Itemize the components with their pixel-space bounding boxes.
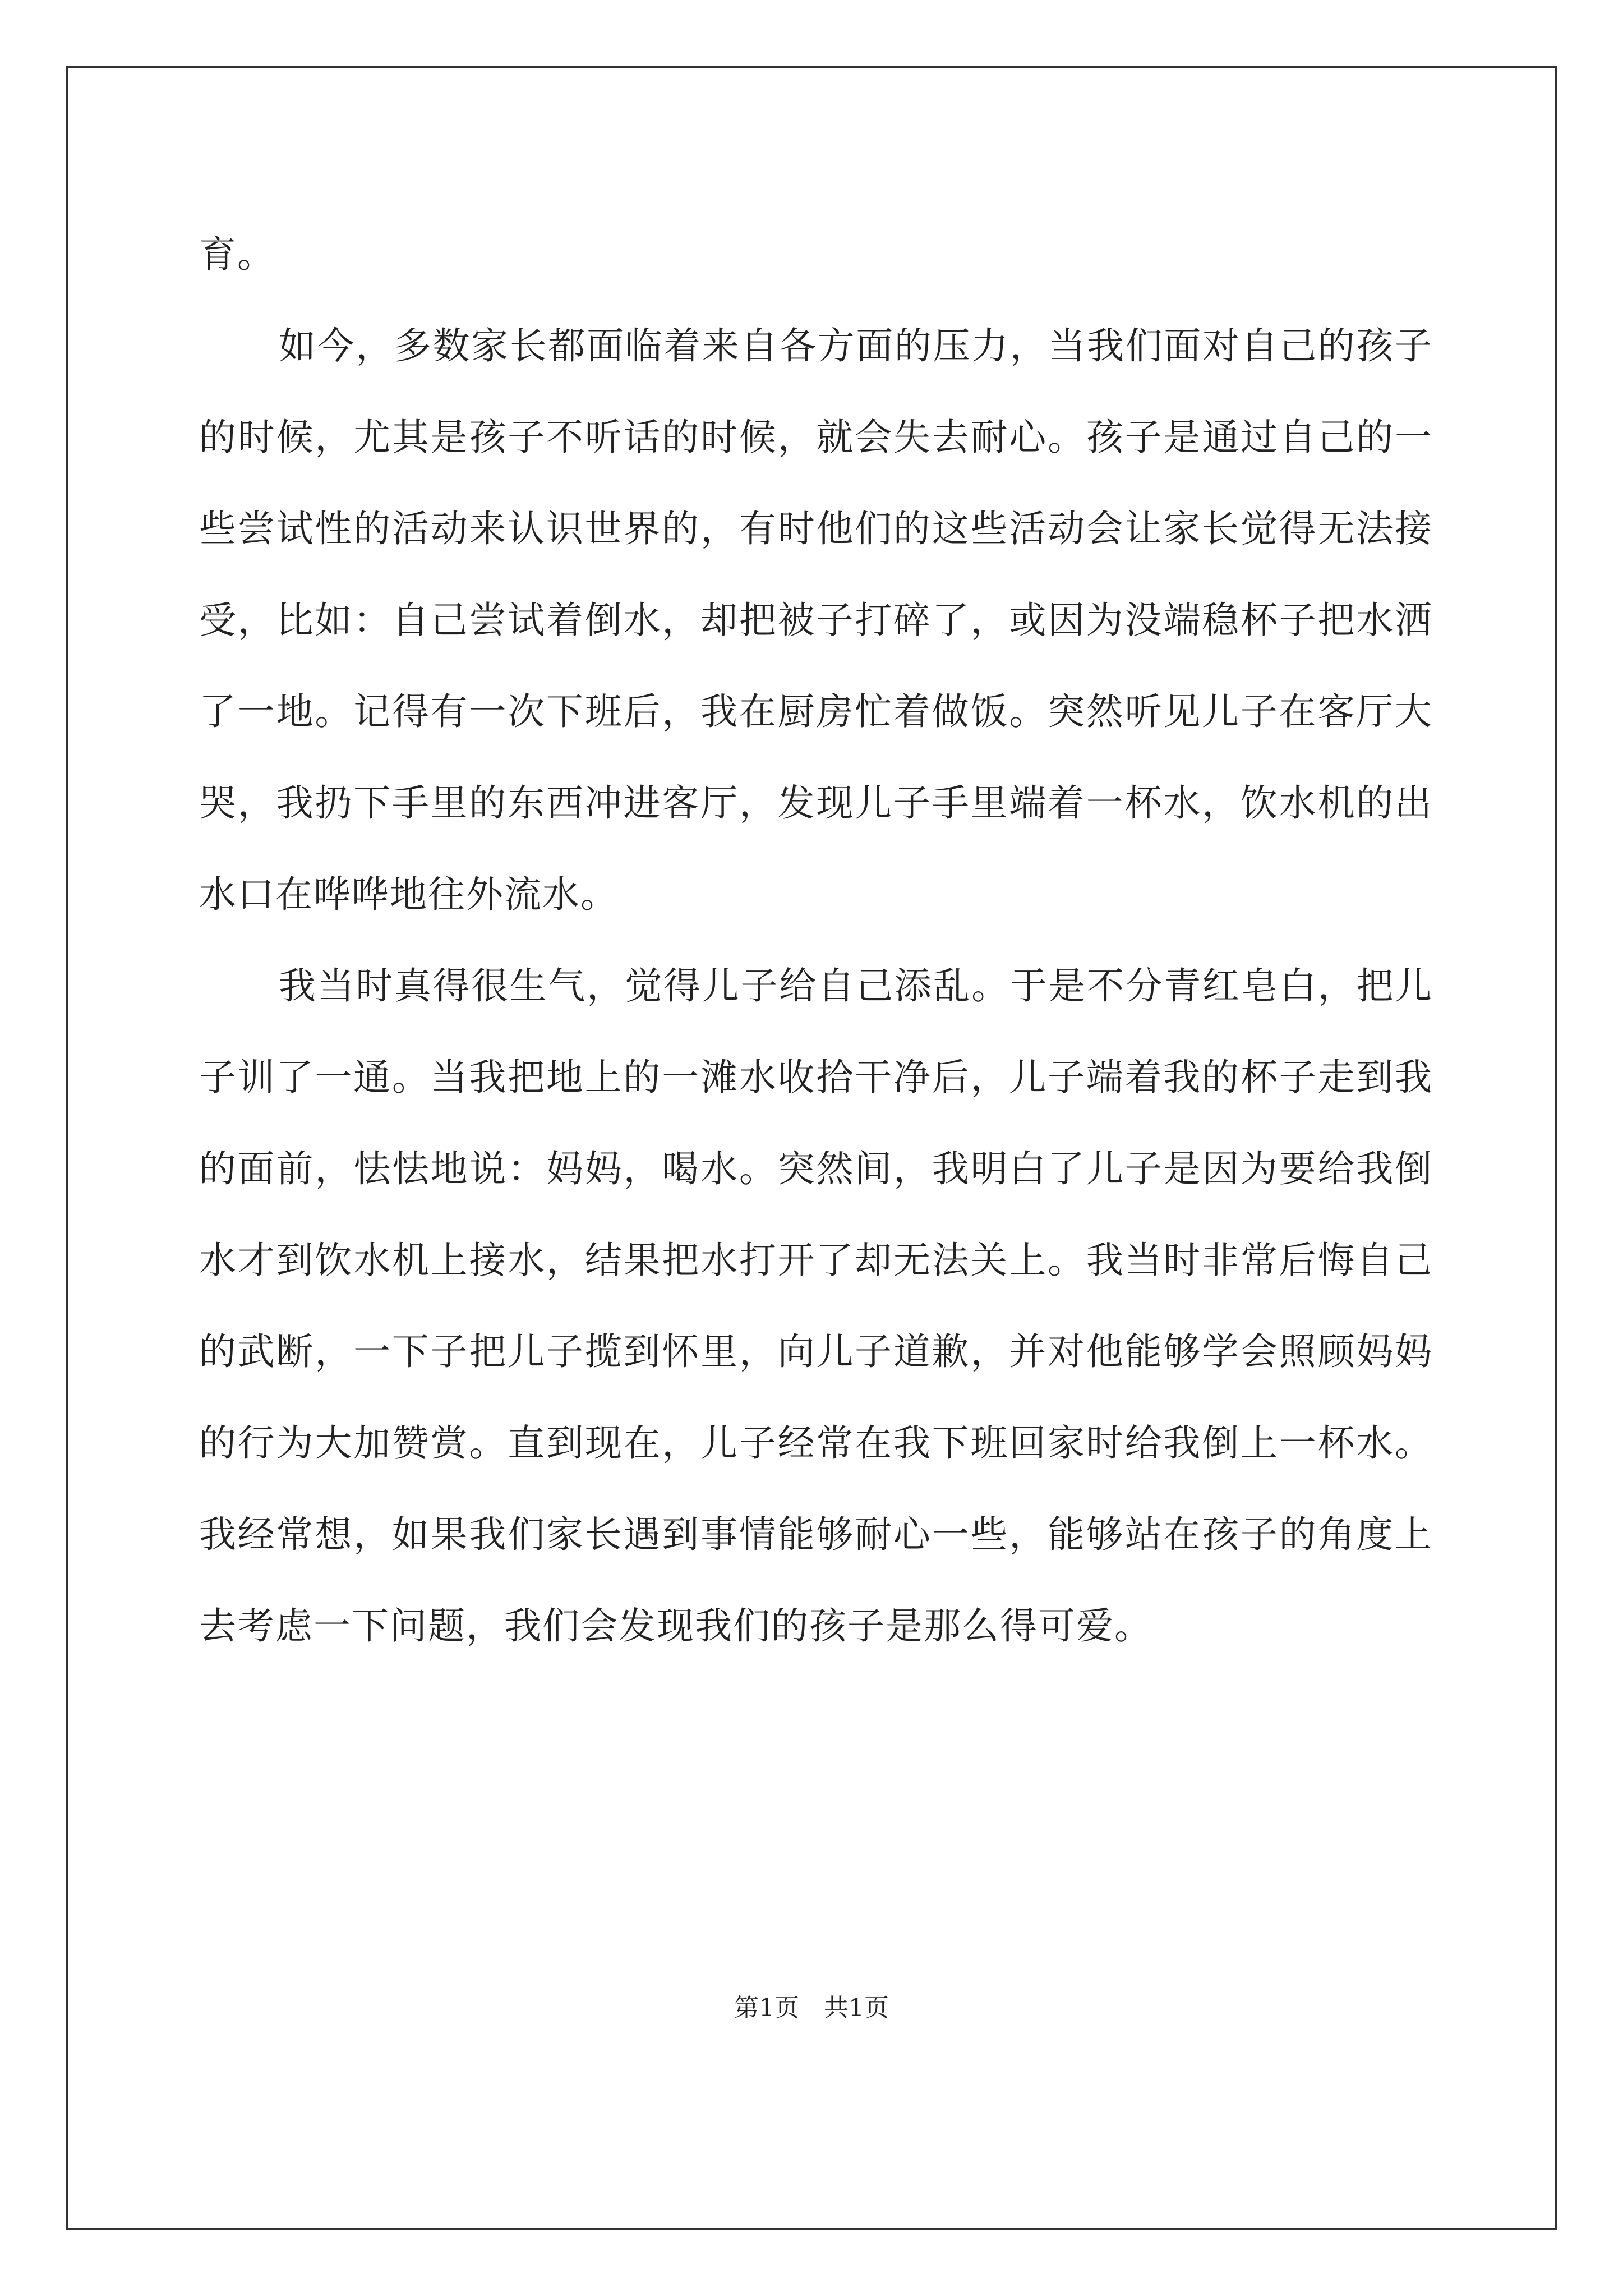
page-number-footer: 第1页 共1页 <box>734 1994 889 2022</box>
paragraph-3: 我当时真得很生气，觉得儿子给自己添乱。于是不分青红皂白，把儿子训了一通。当我把地上的一滩水收拾干净后，儿子端着我的杯子走到我的面前，怯怯地说：妈妈，喝水。突然间，我明白了儿子是因为要给我倒水才到饮水机上接水，结果把水打开了却无法关上。我当时非常后悔自己的武断，一下子把儿子揽到怀里，向儿子道歉，并对他能够学会照顾妈妈的行为大加赞赏。直到现在，儿子经常在我下班回家时给我倒上一杯水。我经常想，如果我们家长遇到事情能够耐心一些，能够站在孩子的角度上去考虑一下问题，我们会发现我们的孩子是那么得可爱。 <box>199 964 1433 1648</box>
document-body <box>199 209 1433 1672</box>
paragraph-1: 育。 <box>199 233 275 276</box>
paragraph-2: 如今，多数家长都面临着来自各方面的压力，当我们面对自己的孩子的时候，尤其是孩子不听话的时候，就会失去耐心。孩子是通过自己的一些尝试性的活动来认识世界的，有时他们的这些活动会让家长觉得无法接受，比如：自己尝试着倒水，却把被子打碎了，或因为没端稳杯子把水洒了一地。记得有一次下班后，我在厨房忙着做饭。突然听见儿子在客厅大哭，我扔下手里的东西冲进客厅，发现儿子手里端着一杯水，饮水机的出水口在哗哗地往外流水。 <box>199 324 1433 916</box>
